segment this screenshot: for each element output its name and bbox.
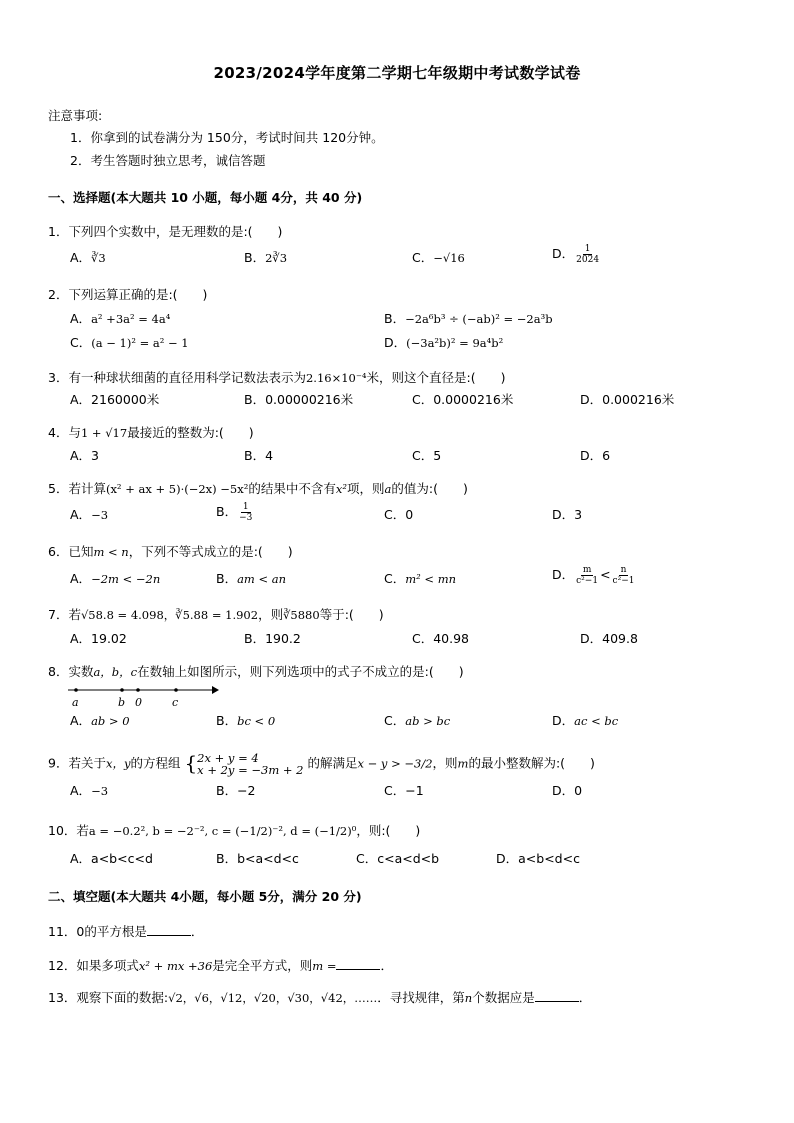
q1-option-c: C．−√16: [412, 250, 465, 265]
q6-option-d: D． $\frac{m}{\text{c²−1}}$ < $\frac{n}{\text{c²−1}}$: [552, 565, 635, 586]
q5-option-c: C．0: [384, 507, 414, 522]
point-c: [174, 688, 178, 692]
section-2-heading: 二、填空题(本大题共 4小题，每小题 5分，满分 20 分): [48, 889, 362, 904]
answer-blank[interactable]: [336, 957, 380, 970]
q8-option-b: B．bc < 0: [216, 713, 276, 728]
q5-stem: 5．若计算(x² + ax + 5)·(−2x) −5x²的结果中不含有x²项，则a的值为:( ): [48, 481, 468, 496]
q5-option-d: D．3: [552, 507, 583, 522]
q9-option-c: C．−1: [384, 783, 424, 798]
q3-option-c: C．0.0000216米: [412, 392, 514, 407]
q2-option-c: C．(a − 1)² = a² − 1: [70, 335, 189, 350]
q4-option-b: B．4: [244, 448, 274, 463]
q6-option-c: C．m² < mn: [384, 571, 457, 586]
q10-option-d: D．a<b<d<c: [496, 851, 580, 866]
q8-option-d: D．ac < bc: [552, 713, 619, 728]
q10-option-b: B．b<a<d<c: [216, 851, 299, 866]
label-0: 0: [135, 696, 142, 709]
q9-option-b: B．−2: [216, 783, 256, 798]
q8-option-a: A．ab > 0: [70, 713, 130, 728]
q7-stem: 7．若√58.8 = 4.098，∛5.88 = 1.902，则∛5880等于:( ): [48, 607, 384, 622]
equation-system: 2x + y = 4 x + 2y = −3m + 2: [197, 751, 304, 777]
point-a: [74, 688, 78, 692]
q4-option-a: A．3: [70, 448, 100, 463]
q4-stem: 4．与1 + √17最接近的整数为:( ): [48, 425, 254, 440]
notice-item-1: 1．你拿到的试卷满分为 150分，考试时间共 120分钟。: [70, 130, 384, 145]
q2-option-a: A．a² +3a² = 4a⁴: [70, 311, 171, 326]
q5-option-b: B． $\frac{1}{-3}$: [216, 502, 253, 523]
q4-option-d: D．6: [580, 448, 611, 463]
q3-option-b: B．0.00000216米: [244, 392, 354, 407]
q4-option-c: C．5: [412, 448, 442, 463]
q6-stem: 6．已知m < n，下列不等式成立的是:( ): [48, 544, 293, 559]
number-line: [66, 682, 220, 712]
arrow-icon: [212, 686, 219, 694]
q9-stem: 9．若关于x，y的方程组 { 2x + y = 4 x + 2y = −3m + 2 的解满足x − y > −3/2，则m的最小整数解为:( ): [48, 751, 595, 777]
q6-option-a: A．−2m < −2n: [70, 571, 161, 586]
q9-option-a: A．−3: [70, 783, 109, 798]
q5-option-a: A．−3: [70, 507, 109, 522]
notice-heading: 注意事项:: [48, 108, 103, 123]
point-b: [120, 688, 124, 692]
q2-stem: 2．下列运算正确的是:( ): [48, 287, 208, 302]
q10-stem: 10．若a = −0.2², b = −2⁻², c = (−1/2)⁻², d = (−1/2)⁰，则:( ): [48, 823, 421, 838]
q3-stem: 3．有一种球状细菌的直径用科学记数法表示为2.16×10⁻⁴米，则这个直径是:( ): [48, 370, 506, 385]
q11-stem: 11．0的平方根是 ．: [48, 924, 204, 939]
q7-option-a: A．19.02: [70, 631, 127, 646]
answer-blank[interactable]: [535, 989, 579, 1002]
q8-stem: 8．实数a，b，c在数轴上如图所示，则下列选项中的式子不成立的是:( ): [48, 664, 464, 679]
label-c: c: [172, 696, 179, 709]
q7-option-c: C．40.98: [412, 631, 470, 646]
answer-blank[interactable]: [147, 923, 191, 936]
notice-item-2: 2．考生答题时独立思考，诚信答题: [70, 153, 266, 168]
q10-option-a: A．a<b<c<d: [70, 851, 153, 866]
q10-option-c: C．c<a<d<b: [356, 851, 440, 866]
label-a: a: [72, 696, 79, 709]
q6-option-b: B．am < an: [216, 571, 287, 586]
q12-stem: 12．如果多项式x² + mx +36是完全平方式，则m = ．: [48, 958, 393, 973]
q1-option-b: B．2∛3: [244, 250, 288, 265]
q9-option-d: D．0: [552, 783, 583, 798]
q3-option-a: A．2160000米: [70, 392, 160, 407]
q8-option-c: C．ab > bc: [384, 713, 451, 728]
q3-option-d: D．0.000216米: [580, 392, 675, 407]
q7-option-d: D．409.8: [580, 631, 638, 646]
q2-option-d: D．(−3a²b)² = 9a⁴b²: [384, 335, 504, 350]
q1-option-a: A．∛3: [70, 250, 106, 265]
point-0: [136, 688, 140, 692]
q13-stem: 13．观察下面的数据:√2，√6，√12，√20，√30，√42，……．寻找规律，第n个数据应是 ．: [48, 990, 592, 1005]
section-1-heading: 一、选择题(本大题共 10 小题，每小题 4分，共 40 分): [48, 190, 363, 205]
q7-option-b: B．190.2: [244, 631, 301, 646]
brace-icon: {: [184, 751, 198, 775]
q1-stem: 1．下列四个实数中，是无理数的是:( ): [48, 224, 283, 239]
label-b: b: [118, 696, 126, 709]
page-title: 2023/2024学年度第二学期七年级期中考试数学试卷: [213, 64, 581, 82]
q2-option-b: B．−2a⁶b³ ÷ (−ab)² = −2a³b: [384, 311, 553, 326]
q1-option-d: D． $\frac{1}{2024}$: [552, 244, 600, 265]
